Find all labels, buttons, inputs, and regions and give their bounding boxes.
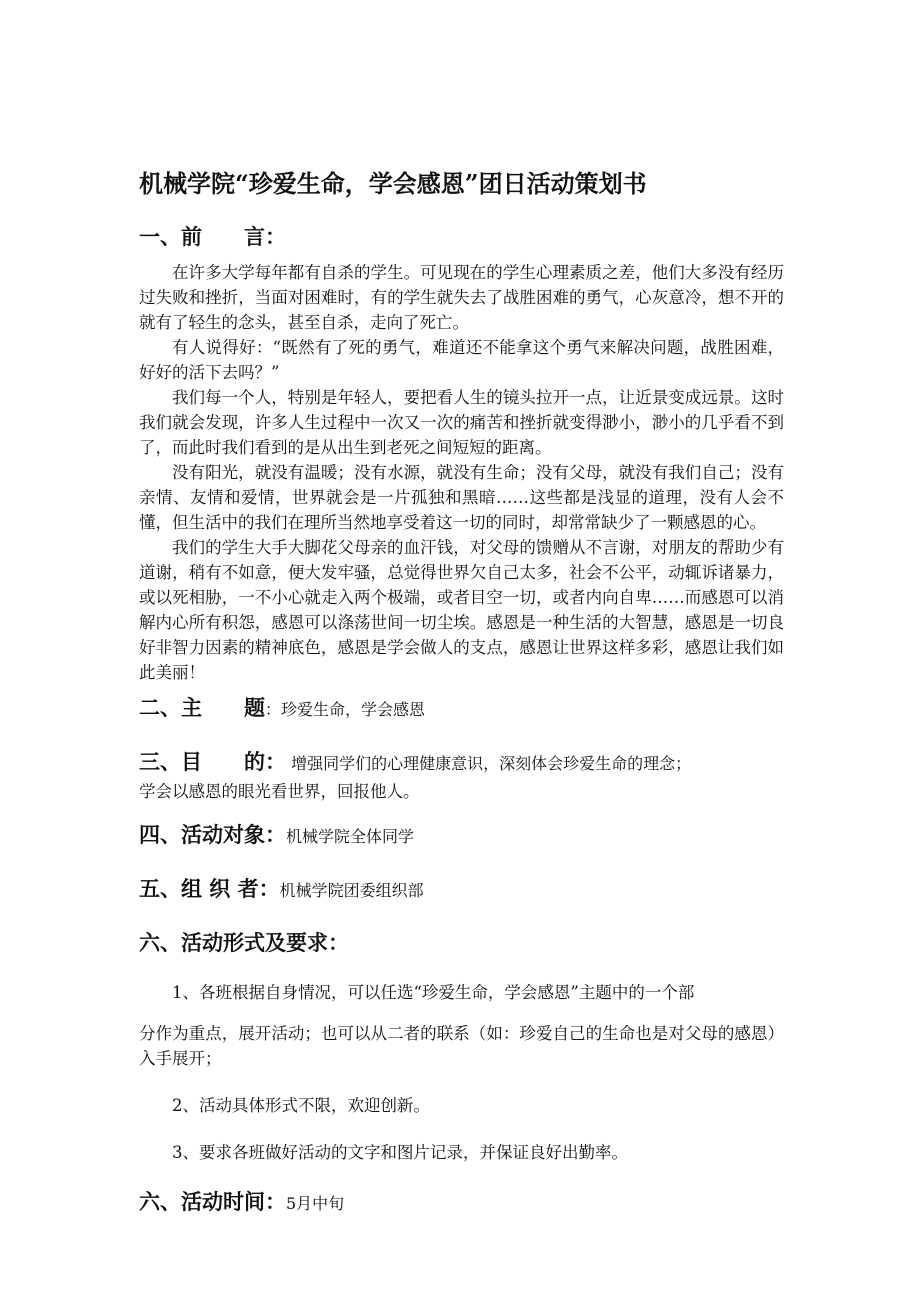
time-value: 5月中旬 bbox=[286, 1194, 345, 1213]
format-item-3: 3、要求各班做好活动的文字和图片记录，并保证良好出勤率。 bbox=[172, 1143, 628, 1162]
preface-paragraph-3: 我们每一个人，特别是年轻人，要把看人生的镜头拉开一点，让近景变成远景。这时我们就会发现，许多人生过程中一次又一次的痛苦和挫折就变得渺小，渺小的几乎看不到了，而此时我们看到的是从出生到老死之间短短的距离。 bbox=[139, 388, 784, 457]
target-value: 机械学院全体同学 bbox=[286, 827, 415, 846]
theme-heading: 二、主 题 bbox=[139, 696, 265, 720]
preface-paragraph-2: 有人说得好：“既然有了死的勇气，难道还不能拿这个勇气来解决问题，战胜困难，好好的活下去吗？” bbox=[139, 338, 784, 382]
format-item-2: 2、活动具体形式不限，欢迎创新。 bbox=[172, 1096, 430, 1115]
purpose-section bbox=[139, 747, 784, 779]
preface-paragraph-1: 在许多大学每年都有自杀的学生。可见现在的学生心理素质之差，他们大多没有经历过失败和挫折，当面对困难时，有的学生就失去了战胜困难的勇气，心灰意冷，想不开的就有了轻生的念头，甚至自杀，走向了死亡。 bbox=[139, 263, 784, 332]
preface-paragraph-5: 我们的学生大手大脚花父母亲的血汗钱，对父母的馈赠从不言谢，对朋友的帮助少有道谢，稍有不如意，便大发牢骚，总觉得世界欠自己太多，社会不公平，动辄诉诸暴力，或以死相胁，一不小心就走入两个极端，或者目空一切，或者内向自卑……而感恩可以消解内心所有积怨，感恩可以涤荡世间一切尘埃。感恩是一种生活的大智慧，感恩是一切良好非智力因素的精神底色，感恩是学会做人的支点，感恩让世界这样多彩，感恩让我们如此美丽！ bbox=[139, 538, 784, 682]
document-title: 机械学院“珍爱生命，学会感恩”团日活动策划书 bbox=[139, 169, 647, 198]
format-heading: 六、活动形式及要求： bbox=[139, 931, 349, 955]
target-heading: 四、活动对象： bbox=[139, 823, 286, 847]
preface-paragraph-4: 没有阳光，就没有温暖；没有水源，就没有生命；没有父母，就没有我们自己；没有亲情、友情和爱情，世界就会是一片孤独和黑暗……这些都是浅显的道理，没有人会不懂，但生活中的我们在理所当然地享受着这一切的同时，却常常缺少了一颗感恩的心。 bbox=[139, 463, 784, 532]
purpose-continuation: 学会以感恩的眼光看世界，回报他人。 bbox=[139, 782, 420, 801]
format-item-1: 1、各班根据自身情况，可以任选“珍爱生命，学会感恩”主题中的一个部 bbox=[172, 983, 695, 1002]
time-section bbox=[139, 1187, 784, 1219]
purpose-value: 增强同学们的心理健康意识，深刻体会珍爱生命的理念； bbox=[286, 754, 692, 773]
format-item-1-continuation: 分作为重点，展开活动；也可以从二者的联系（如：珍爱自己的生命也是对父母的感恩）入手展开； bbox=[139, 1024, 784, 1068]
organizer-section bbox=[139, 874, 784, 906]
document-page bbox=[139, 168, 784, 1219]
preface-heading: 一、前 言： bbox=[139, 225, 286, 249]
theme-value: ：珍爱生命，学会感恩 bbox=[265, 700, 426, 719]
organizer-value: 机械学院团委组织部 bbox=[279, 881, 424, 900]
theme-section bbox=[139, 693, 784, 725]
organizer-heading: 五、组 织 者： bbox=[139, 877, 280, 901]
time-heading: 六、活动时间： bbox=[139, 1190, 286, 1214]
purpose-heading: 三、目 的： bbox=[139, 750, 286, 774]
target-section bbox=[139, 820, 784, 852]
